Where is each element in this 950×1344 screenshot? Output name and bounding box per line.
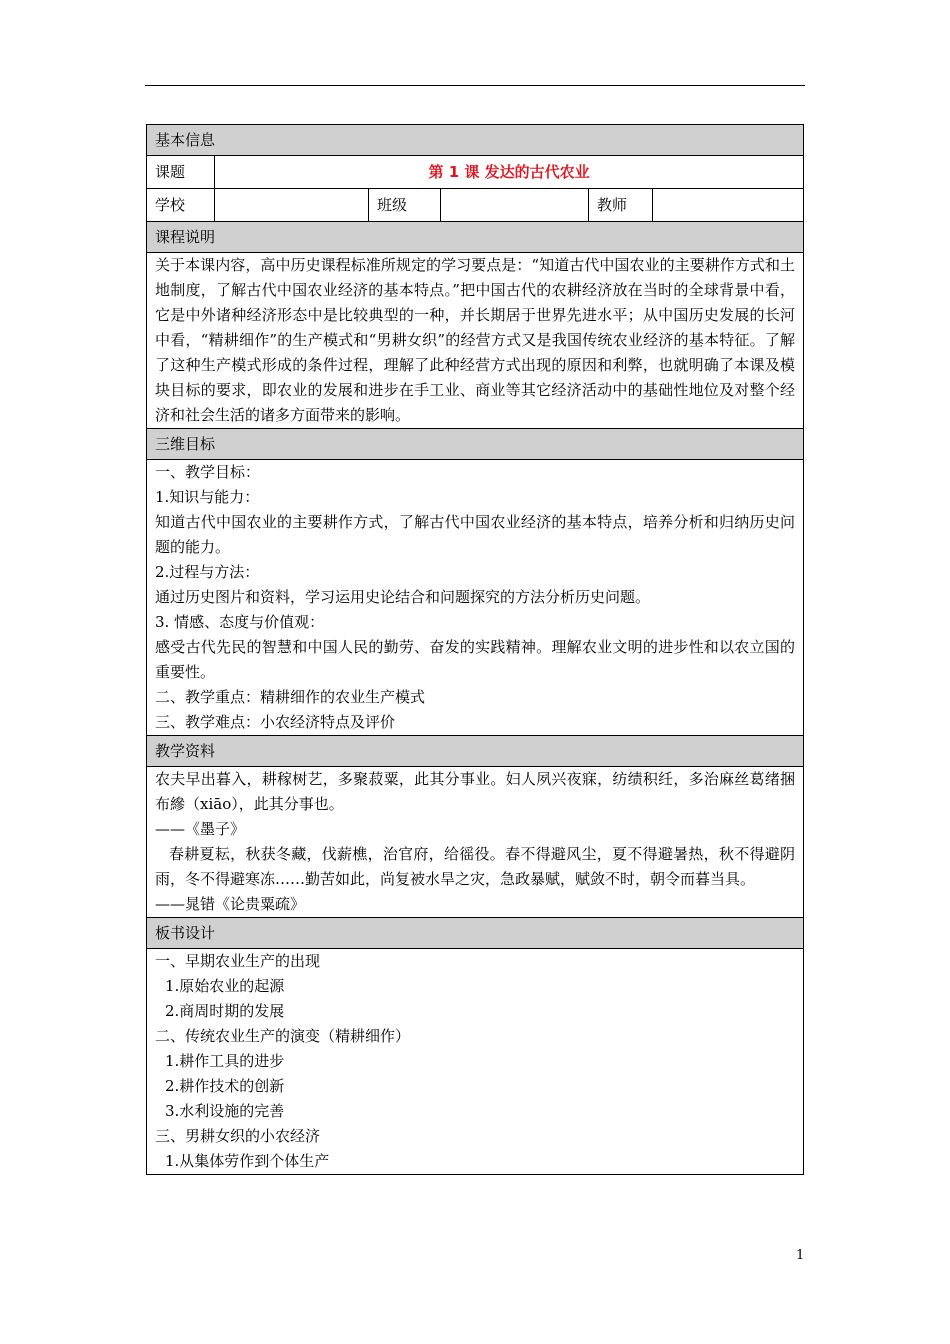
- material-source: ——《墨子》: [155, 820, 246, 838]
- teacher-label: 教师: [589, 189, 653, 222]
- page-number: 1: [796, 1248, 805, 1263]
- topic-label: 课题: [147, 156, 215, 189]
- section-objectives: 三维目标: [147, 429, 804, 460]
- school-label: 学校: [147, 189, 215, 222]
- board-body: [147, 949, 804, 1175]
- board-line: 1.原始农业的起源: [165, 977, 285, 995]
- materials-body: [147, 767, 804, 918]
- lesson-title: 第 1 课 发达的古代农业: [215, 156, 804, 189]
- objectives-line: 知道古代中国农业的主要耕作方式，了解古代中国农业经济的基本特点，培养分析和归纳历史问题的能力。: [155, 513, 796, 556]
- material-source: ——晁错《论贵粟疏》: [155, 895, 306, 913]
- lesson-plan-table: [146, 124, 804, 1175]
- section-board: 板书设计: [147, 918, 804, 949]
- class-label: 班级: [369, 189, 441, 222]
- school-value: [215, 189, 369, 222]
- board-line: 1.从集体劳作到个体生产: [165, 1152, 330, 1170]
- header-rule: [145, 85, 805, 86]
- section-basic-info: 基本信息: [147, 125, 804, 156]
- board-line: 一、早期农业生产的出现: [155, 952, 321, 970]
- board-line: 二、传统农业生产的演变（精耕细作）: [155, 1027, 411, 1045]
- board-line: 三、男耕女织的小农经济: [155, 1127, 321, 1145]
- objectives-line: 2.过程与方法：: [155, 563, 260, 581]
- objectives-line: 三、教学难点：小农经济特点及评价: [155, 713, 396, 731]
- objectives-line: 二、教学重点：精耕细作的农业生产模式: [155, 688, 426, 706]
- objectives-line: 感受古代先民的智慧和中国人民的勤劳、奋发的实践精神。理解农业文明的进步性和以农立国的重要性。: [155, 638, 796, 681]
- objectives-line: 通过历史图片和资料，学习运用史论结合和问题探究的方法分析历史问题。: [155, 588, 651, 606]
- board-line: 2.耕作技术的创新: [165, 1077, 285, 1095]
- material-quote: 农夫早出暮入，耕稼树艺，多聚菽粟，此其分事业。妇人夙兴夜寐，纺绩积纴，多治麻丝葛绪捆布縿（xiāo），此其分事也。: [155, 770, 796, 813]
- section-course-desc: 课程说明: [147, 222, 804, 253]
- board-line: 2.商周时期的发展: [165, 1002, 285, 1020]
- board-line: 3.水利设施的完善: [165, 1102, 285, 1120]
- objectives-body: [147, 460, 804, 736]
- teacher-value: [653, 189, 804, 222]
- objectives-line: 3. 情感、态度与价值观：: [155, 613, 325, 631]
- board-line: 1.耕作工具的进步: [165, 1052, 285, 1070]
- material-quote: 春耕夏耘，秋获冬藏，伐薪樵，治官府，给徭役。春不得避风尘，夏不得避暑热，秋不得避阴雨，冬不得避寒冻……勤苦如此，尚复被水旱之灾，急政暴赋，赋敛不时，朝令而暮当具。: [155, 845, 796, 888]
- section-materials: 教学资料: [147, 736, 804, 767]
- class-value: [441, 189, 589, 222]
- course-desc-text: 关于本课内容，高中历史课程标准所规定的学习要点是：“知道古代中国农业的主要耕作方式和土地制度，了解古代中国农业经济的基本特点。”把中国古代的农耕经济放在当时的全球背景中看，它是中外诸种经济形态中是比较典型的一种，并长期居于世界先进水平；从中国历史发展的长河中看，“精耕细作”的生产模式和“男耕女织”的经营方式又是我国传统农业经济的基本特征。了解了这种生产模式形成的条件过程，理解了此种经营方式出现的原因和利弊，也就明确了本课及模块目标的要求，即农业的发展和进步在手工业、商业等其它经济活动中的基础性地位及对整个经济和社会生活的诸多方面带来的影响。: [147, 253, 804, 429]
- objectives-line: 1.知识与能力：: [155, 488, 260, 506]
- objectives-line: 一、教学目标：: [155, 463, 261, 481]
